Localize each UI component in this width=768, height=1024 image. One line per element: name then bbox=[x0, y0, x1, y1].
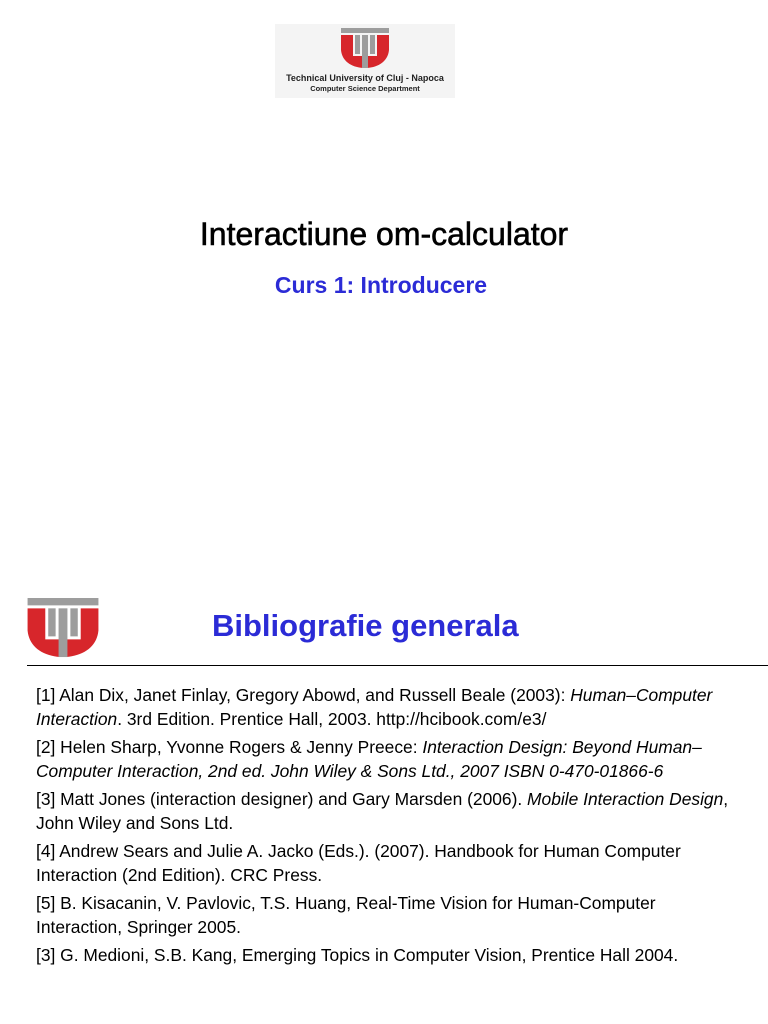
reference-item bbox=[36, 736, 746, 783]
university-name: Technical University of Cluj - Napoca bbox=[286, 73, 444, 83]
reference-text: [2] Helen Sharp, Yvonne Rogers & Jenny Preece: bbox=[36, 737, 423, 757]
reference-text: [3] Matt Jones (interaction designer) and Gary Marsden (2006). bbox=[36, 789, 528, 809]
reference-title-text: Human–Computer Interaction bbox=[36, 685, 713, 729]
reference-text: . 3rd Edition. Prentice Hall, 2003. http://hcibook.com/e3/ bbox=[117, 708, 547, 729]
reference-text: [1] Alan Dix, Janet Finlay, Gregory Abowd, and Russell Beale (2003): bbox=[36, 685, 571, 705]
reference-item bbox=[36, 788, 746, 835]
course-title: Interactiune om-calculator bbox=[199, 216, 569, 252]
tucn-logo-icon bbox=[339, 28, 391, 70]
reference-text: , John Wiley and Sons Ltd. bbox=[36, 789, 729, 833]
reference-item bbox=[36, 892, 746, 939]
reference-item bbox=[36, 944, 746, 968]
reference-list bbox=[36, 684, 746, 973]
reference-title-text: Mobile Interaction Design bbox=[527, 789, 724, 809]
reference-text: [5] B. Kisacanin, V. Pavlovic, T.S. Huang, Real-Time Vision for Human-Computer Interaction, Springer 2005. bbox=[36, 893, 656, 937]
university-logo bbox=[24, 598, 102, 665]
title-divider bbox=[27, 665, 768, 666]
bibliography-slide bbox=[0, 572, 768, 1024]
reference-title-text: Interaction Design: Beyond Human–Computer Interaction, 2nd ed. John Wiley & Sons Ltd., 2007 ISBN 0-470-01866-6 bbox=[36, 737, 702, 781]
department-name: Computer Science Department bbox=[310, 84, 420, 93]
university-header-logo bbox=[275, 24, 455, 98]
reference-item bbox=[36, 684, 746, 731]
bibliography-title: Bibliografie generala bbox=[212, 608, 519, 643]
lecture-subtitle: Curs 1: Introducere bbox=[274, 272, 488, 298]
tucn-logo-icon bbox=[24, 598, 102, 660]
reference-item bbox=[36, 840, 746, 887]
reference-text: [4] Andrew Sears and Julie A. Jacko (Eds.). (2007). Handbook for Human Computer Interaction (2nd Edition). CRC Press. bbox=[36, 841, 681, 885]
reference-text: [3] G. Medioni, S.B. Kang, Emerging Topics in Computer Vision, Prentice Hall 2004. bbox=[36, 945, 679, 965]
